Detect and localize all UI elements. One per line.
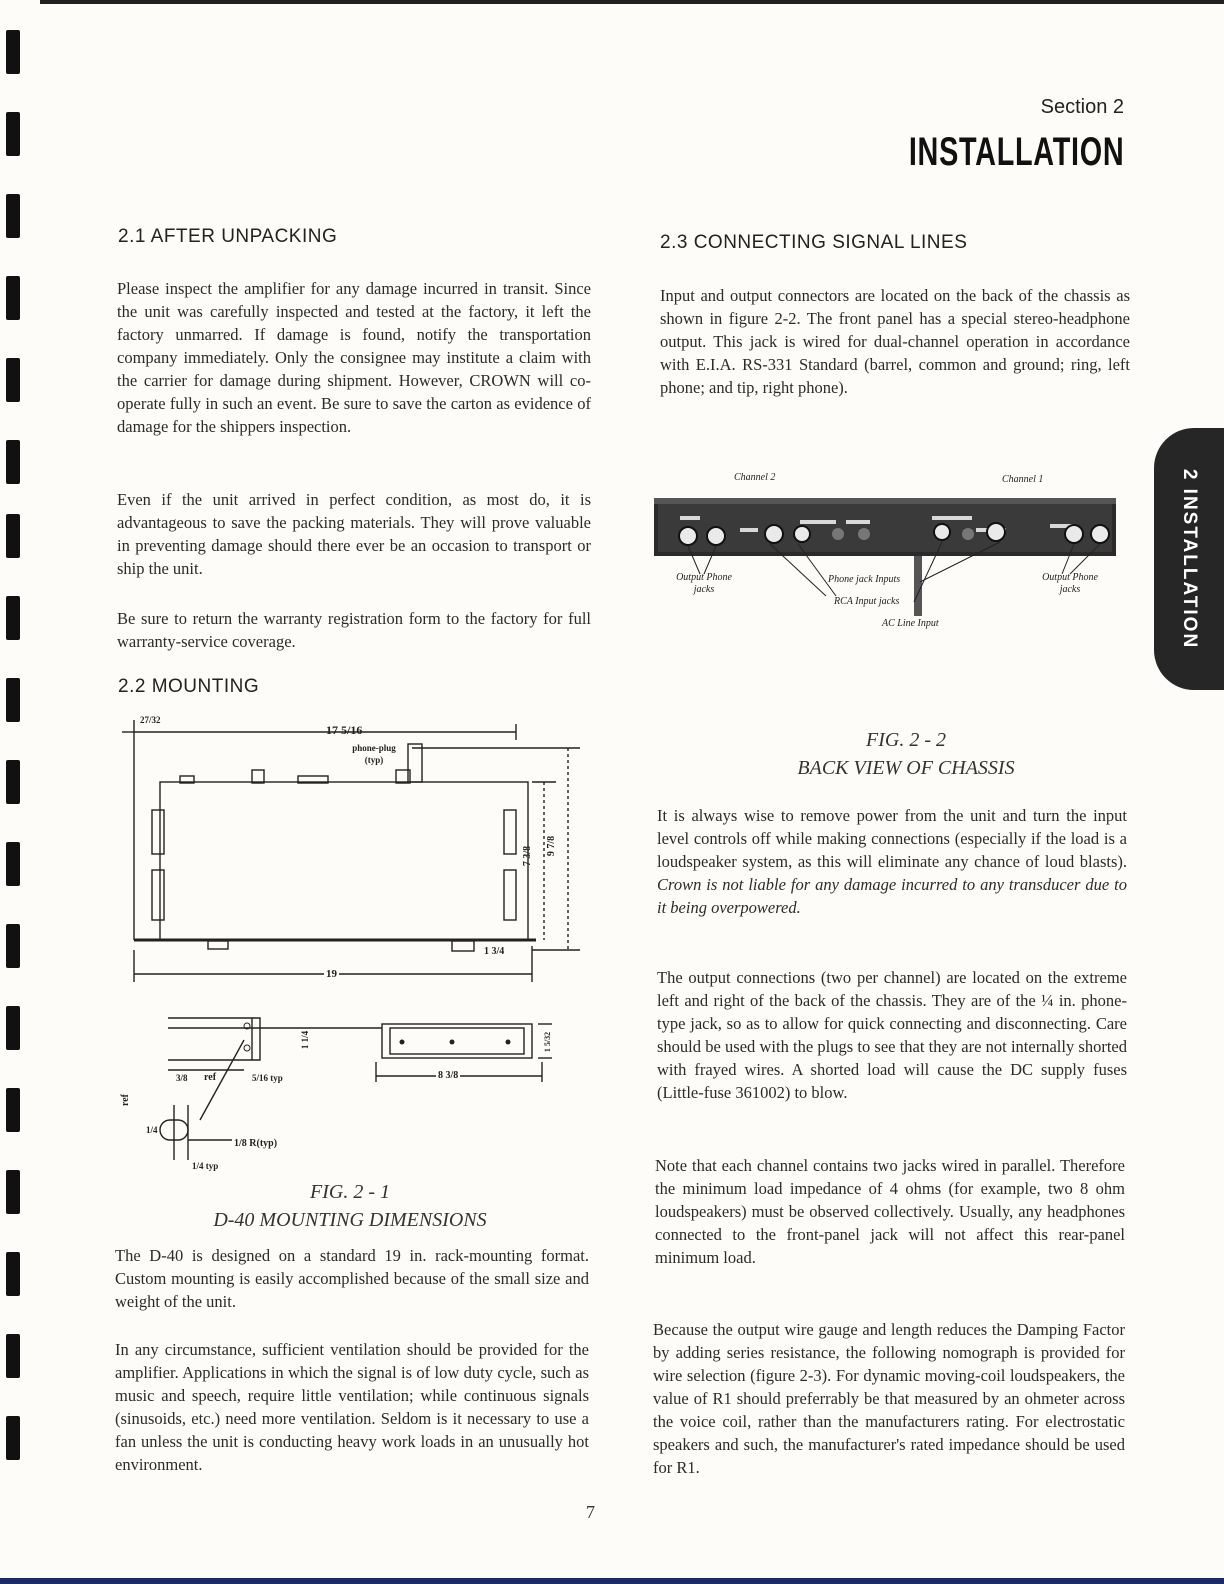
figure-2-1-number: FIG. 2 - 1 (310, 1181, 390, 1203)
dim-one-quarter: 1 1/4 (300, 1030, 311, 1050)
paragraph-unpack-1: Please inspect the amplifier for any damage incurred in transit. Since the unit was carefully inspected and tested at the factory, it left the factory unmarred. If damage is found, notify the transportation company immediately. Only the consignee may institute a claim with the carrier for damage during shipment. However, CROWN will co-operate fully in such an event. Be sure to save the carton as evidence of damage for the shippers inspection. (117, 279, 591, 436)
chassis-back-drawing (650, 470, 1120, 635)
section-label: Section 2 (1040, 96, 1124, 118)
top-edge-line (40, 0, 1224, 4)
heading-mounting: 2.2 MOUNTING (118, 676, 260, 697)
figure-2-1-caption (150, 1178, 550, 1234)
paragraph-unpack-2: Even if the unit arrived in perfect condition, as most do, it is advantageous to save the packing materials. They will prove valuable in preventing damage should there ever be an occasion to transport or ship the unit. (117, 490, 591, 578)
dim-height-inner: 7 3/8 (522, 845, 534, 867)
dim-foot: 1 3/4 (484, 946, 505, 957)
paragraph-mount-2: In any circumstance, sufficient ventilation should be provided for the amplifier. Applications in which the signal is of low duty cycle, such as music and speech, require little ventilation; while continuous signals (sinusoids, etc.) need more ventilation. Seldom is it necessary to use a fan unless the unit is conducting heavy work loads in an unusually hot environment. (115, 1340, 589, 1474)
paragraph-signal-2 (657, 804, 1127, 919)
label-output-right: Output Phone jacks (1042, 572, 1098, 595)
binding-holes (0, 0, 40, 1584)
paragraph-signal-3: The output connections (two per channel) are located on the extreme left and right of the back of the chassis. They are of the ¼ in. phone-type jack, so as to allow for quick connecting and disconnecting. Care should be used with the plugs to see that they are not internally shorted with frayed wires. A shorted load will cause the DC supply fuses (Little-fuse 361002) to blow. (657, 968, 1127, 1102)
label-channel-2: Channel 2 (734, 472, 776, 483)
page-number: 7 (586, 1502, 595, 1522)
section-tab-label: 2 INSTALLATION (1179, 468, 1200, 650)
dim-offset: 27/32 (140, 715, 161, 725)
figure-2-2-number: FIG. 2 - 2 (866, 729, 946, 751)
dim-ref-vertical: ref (120, 1093, 132, 1107)
dim-fraction-small: 1 5/32 (543, 1031, 553, 1053)
dim-three-eighths: 3/8 (176, 1073, 188, 1083)
dim-quarter: 1/4 (146, 1125, 158, 1135)
figure-2-1-title: D-40 MOUNTING DIMENSIONS (213, 1209, 487, 1231)
figure-2-2-title: BACK VIEW OF CHASSIS (797, 757, 1015, 779)
dim-rack-width: 19 (326, 968, 337, 980)
paragraph-signal-4: Note that each channel contains two jacks wired in parallel. Therefore the minimum load impedance of 4 ohms (for example, two 8 ohm loudspeakers) must be observed collectively. Usually, any headphones connected to the front-panel jack will not affect this rear-panel minimum load. (655, 1156, 1125, 1267)
label-phone-inputs: Phone jack Inputs (828, 574, 901, 585)
section-tab (1154, 428, 1224, 690)
figure-chassis-back (650, 470, 1120, 635)
mounting-drawing (112, 710, 592, 1180)
paragraph-signal-2-text: It is always wise to remove power from the unit and turn the input level controls off while making connections (especially if the load is a loudspeaker system, as this will eliminate any chance of loud blasts). (657, 806, 1127, 871)
dim-phone-plug: phone-plug (typ) (352, 743, 396, 765)
dim-height-outer: 9 7/8 (546, 835, 558, 857)
figure-2-2-caption (696, 726, 1116, 782)
label-channel-1: Channel 1 (1002, 474, 1044, 485)
liability-note: Crown is not liable for any damage incurred to any transducer due to it being overpowered. (657, 875, 1127, 917)
figure-mounting-dimensions (112, 710, 592, 1180)
label-rca-inputs: RCA Input jacks (834, 596, 900, 607)
section-title: INSTALLATION (908, 130, 1124, 174)
dim-radius: 1/8 R(typ) (234, 1138, 278, 1149)
paragraph-unpack-3: Be sure to return the warranty registration form to the factory for full warranty-service coverage. (117, 609, 591, 651)
dim-ref: ref (204, 1072, 217, 1083)
paragraph-mount-1: The D-40 is designed on a standard 19 in. rack-mounting format. Custom mounting is easily accomplished because of the small size and weight of the unit. (115, 1246, 589, 1311)
dim-width-top: 17 5/16 (326, 723, 363, 737)
dim-eight-three-eighths: 8 3/8 (438, 1070, 459, 1081)
dim-quarter-typ: 1/4 typ (192, 1161, 219, 1171)
heading-signal-lines: 2.3 CONNECTING SIGNAL LINES (660, 232, 968, 253)
bottom-edge-line (0, 1578, 1224, 1584)
dim-typ-5-16: 5/16 typ (252, 1073, 283, 1083)
label-ac-line: AC Line Input (882, 618, 939, 629)
paragraph-signal-1: Input and output connectors are located on the back of the chassis as shown in figure 2-2. The front panel has a special stereo-headphone output. This jack is wired for dual-channel operation in accordance with E.I.A. RS-331 Standard (barrel, common and ground; ring, left phone; and tip, right phone). (660, 286, 1130, 397)
label-output-left: Output Phone jacks (676, 572, 732, 595)
heading-after-unpacking: 2.1 AFTER UNPACKING (118, 226, 338, 247)
paragraph-signal-5: Because the output wire gauge and length reduces the Damping Factor by adding series resistance, the following nomograph is provided for wire selection (figure 2-3). For dynamic moving-coil loudspeakers, the value of R1 should preferrably be that measured by an ohmeter across the voice coil, rather than the manufacturers rating. For electrostatic speakers and such, the manufacturer's rated impedance should be used for R1. (653, 1320, 1125, 1477)
